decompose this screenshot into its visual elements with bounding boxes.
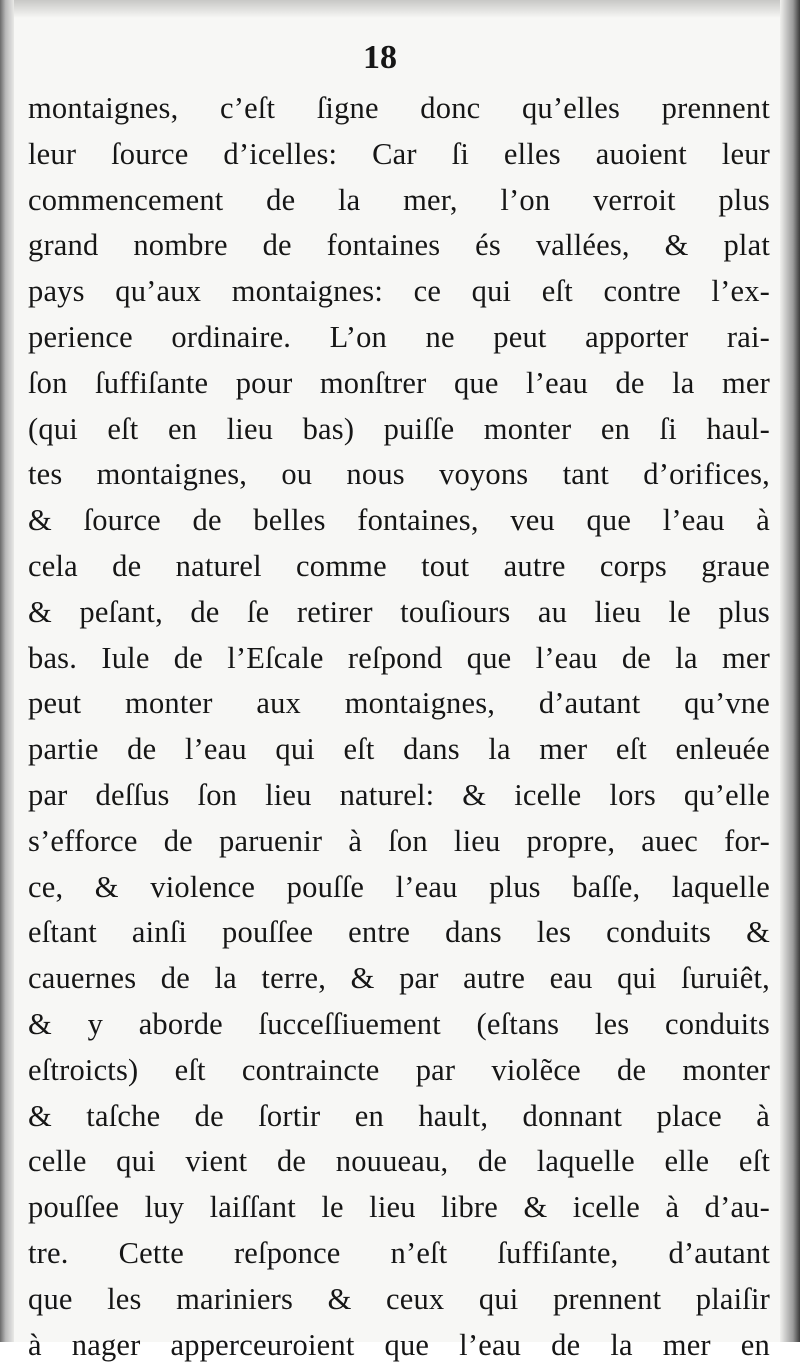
text-line: & ſource de belles fontaines, veu que l’eau à (28, 503, 770, 538)
text-line: peut monter aux montaignes, d’autant qu’vne (28, 686, 770, 721)
text-line: ce, & violence pouſſe l’eau plus baſſe, laquelle (28, 869, 770, 904)
text-line: à nager apperceuroient que l’eau de la mer en (28, 1327, 770, 1362)
text-line: eſtant ainſi pouſſee entre dans les conduits & (28, 915, 770, 950)
left-page-edge (0, 0, 14, 1342)
text-line: ſon ſuffiſante pour monſtrer que l’eau de la mer (28, 365, 770, 400)
text-line: & peſant, de ſe retirer touſiours au lieu le plus (28, 594, 770, 629)
text-line: montaignes, c’eſt ſigne donc qu’elles prennent (28, 91, 770, 125)
page-number: 18 (363, 39, 397, 76)
text-line: grand nombre de fontaines és vallées, & plat (28, 228, 770, 263)
top-shadow (0, 0, 800, 18)
text-line: que les mariniers & ceux qui prennent plaiſir (28, 1281, 770, 1316)
text-line: commencement de la mer, l’on verroit plus (28, 182, 770, 217)
right-page-edge (780, 0, 800, 1342)
text-line: leur ſource d’icelles: Car ſi elles auoient leur (28, 136, 770, 171)
text-line: partie de l’eau qui eſt dans la mer eſt enleuée (28, 732, 770, 767)
text-line: (qui eſt en lieu bas) puiſſe monter en ſi haul- (28, 411, 770, 446)
text-line: perience ordinaire. L’on ne peut apporter rai- (28, 319, 770, 354)
text-line: s’efforce de paruenir à ſon lieu propre, auec for- (28, 823, 770, 858)
text-line: celle qui vient de nouueau, de laquelle elle eſt (28, 1144, 770, 1179)
text-line: & taſche de ſortir en hault, donnant place à (28, 1098, 770, 1133)
text-line: pays qu’aux montaignes: ce qui eſt contre l’ex- (28, 274, 770, 309)
text-line: pouſſee luy laiſſant le lieu libre & icelle à d’au- (28, 1190, 770, 1225)
text-line: cauernes de la terre, & par autre eau qui ſuruiêt, (28, 961, 770, 996)
body-text (28, 86, 770, 1368)
text-line: tes montaignes, ou nous voyons tant d’orifices, (28, 457, 770, 492)
text-line: & y aborde ſucceſſiuement (eſtans les conduits (28, 1006, 770, 1041)
text-line: par deſſus ſon lieu naturel: & icelle lors qu’elle (28, 777, 770, 812)
text-line: bas. Iule de l’Eſcale reſpond que l’eau de la mer (28, 640, 770, 675)
text-line: cela de naturel comme tout autre corps graue (28, 548, 770, 583)
text-line: eſtroicts) eſt contraincte par violẽce de monter (28, 1052, 770, 1087)
text-line: tre. Cette reſponce n’eſt ſuffiſante, d’autant (28, 1235, 770, 1270)
